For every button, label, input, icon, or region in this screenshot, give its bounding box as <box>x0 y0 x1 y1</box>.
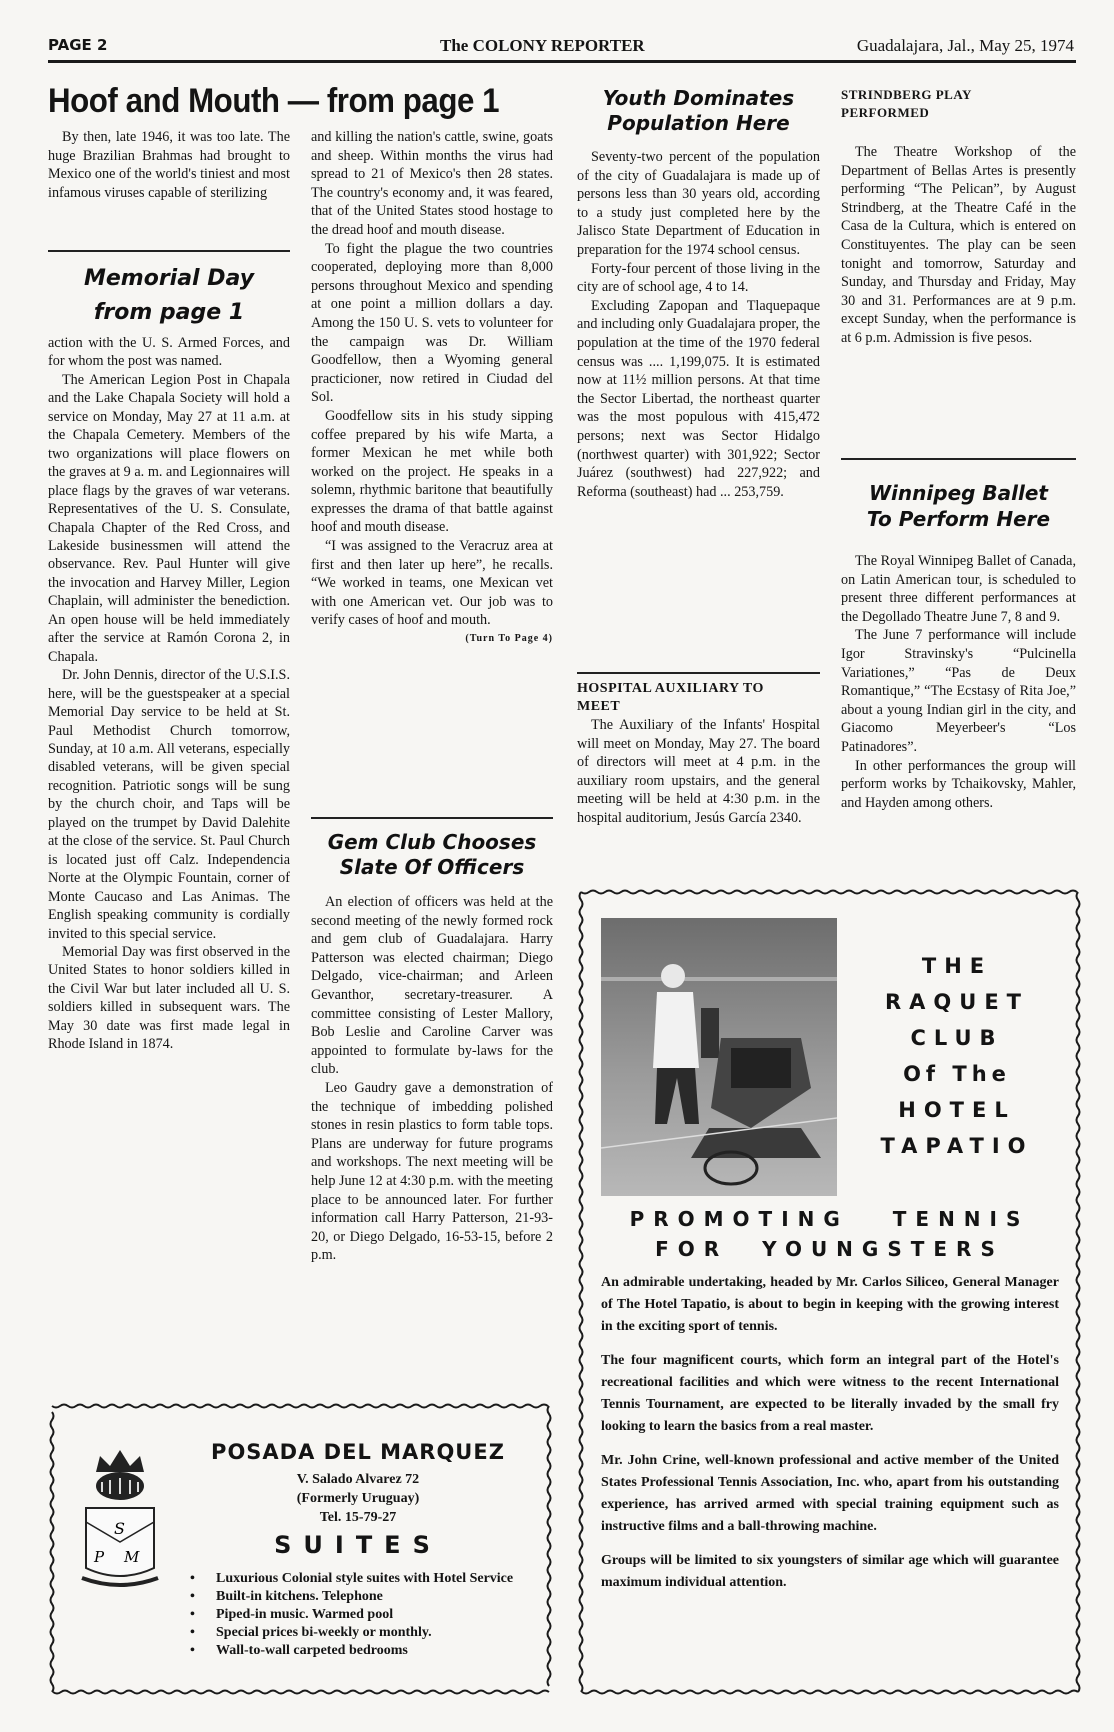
winnipeg-article <box>841 552 1076 812</box>
dateline: Guadalajara, Jal., May 25, 1974 <box>856 36 1074 55</box>
article-paragraph: The Royal Winnipeg Ballet of Canada, on Latin American tour, is scheduled to present three different performances at the Degollado Theatre June 7, 8 and 9. <box>841 553 1076 625</box>
article-paragraph: Memorial Day was first observed in the United States to honor soldiers killed in the Civil War but later included all U. S. soldiers killed in subsequent wars. The May 30 date was first made legal in Rhode Island in 1874. <box>48 943 290 1053</box>
strindberg-headline: STRINDBERG PLAY PERFORMED <box>841 87 972 120</box>
gem-club-headline <box>311 830 553 880</box>
svg-text:M: M <box>124 1548 140 1566</box>
hoof-mouth-col2 <box>311 128 553 649</box>
gem-club-article <box>311 893 553 1265</box>
article-paragraph: To fight the plague the two countries cooperated, deploying more than 8,000 persons throughout Mexico and spending at one point a million dollars a day. Among the 150 U. S. vets to volunteer for the campaign was Dr. William Goodfellow, then a Wyoming general practicioner, now retired in Ciudad del Sol. <box>311 240 553 406</box>
article-paragraph: Forty-four percent of those living in the city are of school age, 4 to 14. <box>577 260 820 296</box>
headline-line: Gem Club Chooses <box>327 830 537 854</box>
hoof-mouth-headline: Hoof and Mouth — from page 1 <box>48 82 500 120</box>
ad-paragraph: The four magnificent courts, which form an integral part of the Hotel's recreational facilities and which were witness to the recent International Tennis Tournament, are expected to be literally invaded by the small fry looking to learn the basics from a real master. <box>601 1353 1059 1434</box>
list-item: • Wall-to-wall carpeted bedrooms <box>186 1642 516 1660</box>
list-item: • Built-in kitchens. Telephone <box>186 1588 516 1606</box>
article-paragraph: The June 7 performance will include Igor Stravinsky's “Pulcinella Variationes,” “Pas de Deux Romantique,” “The Ecstasy of Rita Joe,” about a young Indian girl in the city, and Giacomo Meyerbeer's “Los Patinadores”. <box>841 627 1076 755</box>
article-paragraph: The American Legion Post in Chapala and the Lake Chapala Society will hold a service on Monday, May 27 at 11 a.m. at the Chapala Cemetery. Members of the two organizations will place flowers on the graves at 9 a. m. and Legionnaires will place flags by the graves of war veterans. Representatives of the U. S. Consulate, Chapala Chapter of the Red Cross, and Lakeside businessmen will attend the observance. Rev. Paul Hunter will give the invocation and Harvey Miller, Legion Chaplain, will administer the benediction. An open house will be held immediately after the service at Ramón Corona 2, in Chapala. <box>48 371 290 665</box>
suites-heading: SUITES <box>274 1531 442 1559</box>
club-line: HOTEL <box>898 1098 1016 1122</box>
article-paragraph: In other performances the group will perform works by Tchaikovsky, Mahler, and Hayden among others. <box>841 757 1076 811</box>
ad-paragraph: Mr. John Crine, well-known professional and active member of the United States Professional Tennis Association, Inc. who, apart from his outstanding experience, has arrived armed with special training equipment such as instructive films and a ball-throwing machine. <box>601 1453 1059 1534</box>
hoof-mouth-col1 <box>48 128 290 202</box>
border-wave <box>51 1412 54 1692</box>
list-item: • Luxurious Colonial style suites with Hotel Service <box>186 1570 516 1588</box>
article-paragraph: and killing the nation's cattle, swine, goats and sheep. Within months the virus had spread to 21 of Mexico's then 28 states. The country's economy and, it was feared, that of the United States stood hostage to the dread hoof and mouth disease. <box>311 129 553 238</box>
border-wave <box>1077 892 1080 1692</box>
crest-logo-icon <box>80 1442 160 1592</box>
headline-line: To Perform Here <box>866 507 1051 531</box>
svg-text:P: P <box>94 1548 105 1566</box>
masthead-rule <box>48 60 1076 63</box>
list-item: • Piped-in music. Warmed pool <box>186 1606 516 1624</box>
promoting-tennis-headline <box>587 1204 1072 1264</box>
article-paragraph: The Auxiliary of the Infants' Hospital will meet on Monday, May 27. The board of directors will meet at 4 p.m. in the auxiliary room upstairs, and the general meeting will be held at 4:30 p.m. in the hospital auditorium, Jesús García 2340. <box>577 717 820 826</box>
features-list <box>186 1570 516 1660</box>
youth-headline <box>577 86 820 136</box>
club-line: THE <box>921 954 993 978</box>
posada-del-marquez-ad <box>48 1402 553 1696</box>
page-number: PAGE 2 <box>48 36 108 54</box>
article-paragraph: action with the U. S. Armed Forces, and for whom the post was named. <box>48 335 290 370</box>
strindberg-article <box>841 143 1076 348</box>
border-wave <box>581 891 1077 894</box>
divider <box>841 458 1076 460</box>
border-wave <box>548 1406 551 1686</box>
ad-paragraph: An admirable undertaking, headed by Mr. Carlos Siliceo, General Manager of The Hotel Tapatio, is about to begin in keeping with the growing interest in the exciting sport of tennis. <box>601 1275 1059 1334</box>
posada-info <box>203 1440 513 1559</box>
club-line: CLUB <box>910 1026 1004 1050</box>
svg-text:S: S <box>114 1519 125 1538</box>
posada-address: V. Salado Alvarez 72 <box>296 1472 420 1487</box>
headline-line: PROMOTING TENNIS <box>629 1207 1030 1231</box>
divider <box>48 250 290 252</box>
border-wave <box>582 1691 1078 1694</box>
headline-line: Slate Of Officers <box>339 855 525 879</box>
club-line: TAPATIO <box>880 1134 1034 1158</box>
raquet-club-name <box>852 948 1062 1164</box>
article-paragraph: Leo Gaudry gave a demonstration of the technique of imbedding polished stones in resin plastics to form table tops. Plans are underway for future programs and workshops. The next meeting will be help June 12 at 4:30 p.m. with the meeting place to be announced later. For further information call Harry Patterson, 21-93-20, or Diego Delgado, 16-53-15, before 2 p.m. <box>311 1079 553 1264</box>
border-wave <box>52 1405 548 1408</box>
border-wave <box>580 892 583 1692</box>
list-item: • Special prices bi-weekly or monthly. <box>186 1624 516 1642</box>
divider <box>311 817 553 819</box>
hospital-article <box>577 716 820 828</box>
headline-line: Youth Dominates <box>602 86 795 110</box>
memorial-day-article <box>48 334 290 1054</box>
article-paragraph: “I was assigned to the Veracruz area at first and then later up here”, he recalls. “We worked in teams, one Mexican vet with one American vet. Our job was to verify cases of hoof and mouth. <box>311 538 553 629</box>
winnipeg-headline <box>841 480 1076 532</box>
turn-to-page-link[interactable]: (Turn To Page 4) <box>465 633 553 645</box>
article-paragraph: An election of officers was held at the second meeting of the newly formed rock and gem club of Guadalajara. Harry Patterson was elected chairman; Diego Delgado, vice-chairman; and Arleen Gevanthor, secretary-treasurer. A committee consisting of Lester Mallory, Bob Leslie and Caroline Carver was appointed to formulate by-laws for the club. <box>311 894 553 1078</box>
raquet-club-ad <box>577 888 1082 1696</box>
headline-line: Population Here <box>607 111 790 135</box>
newspaper-name: The COLONY REPORTER <box>440 36 645 55</box>
divider <box>577 672 820 674</box>
posada-formerly: (Formerly Uruguay) <box>296 1491 420 1506</box>
club-line: Of The <box>903 1062 1011 1086</box>
headline-line: Memorial Day <box>83 266 255 291</box>
article-paragraph: By then, late 1946, it was too late. The huge Brazilian Brahmas had brought to Mexico one of the world's tiniest and most infamous viruses capable of sterilizing <box>48 129 290 201</box>
memorial-day-headline <box>48 262 290 330</box>
posada-phone: Tel. 15-79-27 <box>319 1510 397 1525</box>
club-line: RAQUET <box>885 990 1029 1014</box>
tennis-ad-text <box>601 1272 1059 1606</box>
border-wave <box>53 1691 549 1694</box>
headline-line: from page 1 <box>93 300 245 325</box>
tennis-coach-photo <box>601 918 837 1196</box>
posada-name: POSADA DEL MARQUEZ <box>211 1440 505 1464</box>
ad-paragraph: Groups will be limited to six youngsters of similar age which will guarantee maximum individual attention. <box>601 1553 1059 1590</box>
article-paragraph: Seventy-two percent of the population of the city of Guadalajara is made up of persons less than 30 years old, according to a study just completed here by the Jalisco State Department of Education in preparation for the 1974 school census. <box>577 149 820 258</box>
article-paragraph: Dr. John Dennis, director of the U.S.I.S. here, will be the guestspeaker at a special Memorial Day service to be held at St. Paul Methodist Church tomorrow, Sunday, at 10 a.m. All veterans, especially disabled veterans, will be given special recognition. Patriotic songs will be sung by the church choir, and Taps will be played on the trumpet by David Dalehite at the close of the service. St. Paul Church is located just off Calz. Independencia Norte at the Olympic Fountain, corner of Monte Caucaso and Las Animas. The English speaking community is cordially invited to this special service. <box>48 667 290 942</box>
article-paragraph: Excluding Zapopan and Tlaquepaque and including only Guadalajara proper, the population at the time of the 1970 federal census was .... 1,199,075. It is estimated now at 11½ million persons. At that time the Sector Libertad, the northeast quarter was the most populous with 415,472 persons; next was Sector Hidalgo (northwest quarter) with 301,922; Sector Juárez (southwest) had 227,922; and Reforma (southeast) had ... 253,759. <box>577 297 820 500</box>
youth-article <box>577 148 820 501</box>
article-paragraph: The Theatre Workshop of the Department of Bellas Artes is presently performing “The Pelican”, by August Strindberg, at the Theatre Café in the Casa de la Cultura, which is entered on Constituyentes. The play can be seen tonight and tomorrow, Saturday and Sunday, and Thursday and Friday, May 30 and 31. Performances are at 9 p.m. except Sunday, when the performance is at 6 p.m. Admission is five pesos. <box>841 144 1076 346</box>
article-paragraph: Goodfellow sits in his study sipping coffee prepared by his wife Marta, a former Mexican he met while both worked on the project. He speaks in a solemn, rhythmic baritone that beautifully expresses the drama of that battle against hoof and mouth disease. <box>311 407 553 536</box>
hospital-headline: HOSPITAL AUXILIARY TO MEET <box>577 681 764 714</box>
headline-line: FOR YOUNGSTERS <box>655 1237 1004 1261</box>
headline-line: Winnipeg Ballet <box>869 481 1048 505</box>
